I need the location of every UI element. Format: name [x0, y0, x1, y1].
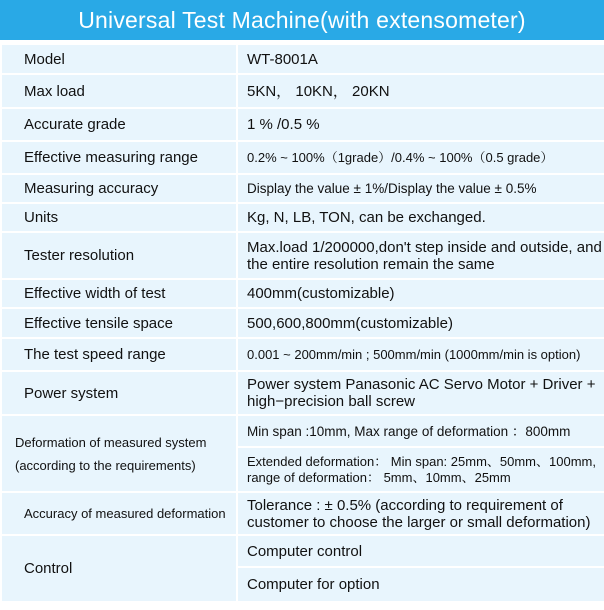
row-value: 1 % /0.5 % — [237, 108, 604, 141]
row-label: Control — [1, 535, 237, 601]
table-row — [1, 535, 604, 567]
table-row — [1, 232, 604, 279]
row-label: Measuring accuracy — [1, 174, 237, 203]
row-value: Computer control — [237, 535, 604, 567]
table-row — [1, 308, 604, 338]
row-label: Max load — [1, 74, 237, 108]
row-label: Deformation of measured system (according to the requirements) — [1, 415, 237, 492]
row-label: Effective measuring range — [1, 141, 237, 174]
table-row — [1, 141, 604, 174]
row-label: Accurate grade — [1, 108, 237, 141]
row-label: Effective width of test — [1, 279, 237, 308]
table-row — [1, 203, 604, 232]
table-row — [1, 108, 604, 141]
table-row — [1, 338, 604, 371]
row-value: 500,600,800mm(customizable) — [237, 308, 604, 338]
row-label: Accuracy of measured deformation — [1, 492, 237, 535]
row-value: Tolerance : ± 0.5% (according to requirement of customer to choose the larger or small deformation) — [237, 492, 604, 535]
row-value: Kg, N, LB, TON, can be exchanged. — [237, 203, 604, 232]
table-row — [1, 415, 604, 447]
spec-table — [0, 43, 604, 601]
row-value: 0.001 ~ 200mm/min ; 500mm/min (1000mm/min is option) — [237, 338, 604, 371]
row-value: 400mm(customizable) — [237, 279, 604, 308]
table-row — [1, 371, 604, 415]
row-value: Min span :10mm, Max range of deformation ：800mm — [237, 415, 604, 447]
page-title: Universal Test Machine(with extensometer) — [0, 0, 604, 40]
row-value: 5KN， 10KN， 20KN — [237, 74, 604, 108]
row-value: Extended deformation： Min span: 25mm、50mm、100mm, range of deformation： 5mm、10mm、25mm — [237, 447, 604, 492]
row-label: Effective tensile space — [1, 308, 237, 338]
row-value: WT-8001A — [237, 44, 604, 74]
row-value: Max.load 1/200000,don't step inside and outside, and the entire resolution remain the same — [237, 232, 604, 279]
table-row — [1, 279, 604, 308]
row-label: Units — [1, 203, 237, 232]
table-row — [1, 44, 604, 74]
table-row — [1, 74, 604, 108]
row-label: Power system — [1, 371, 237, 415]
row-value: Power system Panasonic AC Servo Motor + Driver + high−precision ball screw — [237, 371, 604, 415]
row-label: The test speed range — [1, 338, 237, 371]
row-label: Tester resolution — [1, 232, 237, 279]
row-value: 0.2% ~ 100%（1grade）/0.4% ~ 100%（0.5 grade） — [237, 141, 604, 174]
row-value: Display the value ± 1%/Display the value ± 0.5% — [237, 174, 604, 203]
table-row — [1, 174, 604, 203]
table-row — [1, 492, 604, 535]
row-label: Model — [1, 44, 237, 74]
row-value: Computer for option — [237, 567, 604, 601]
